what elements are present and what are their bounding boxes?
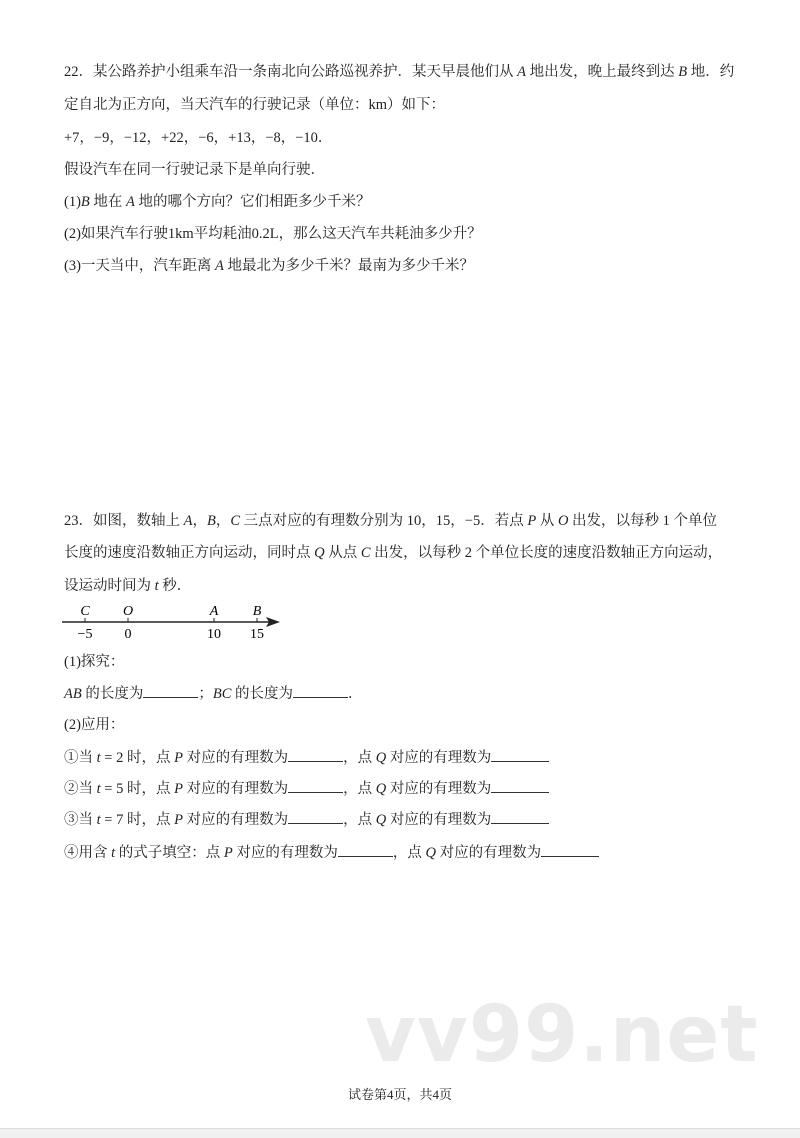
text-line (64, 256, 474, 276)
text-line (64, 809, 549, 830)
math-variable: A (517, 64, 526, 80)
text-line (64, 511, 717, 531)
math-variable: P (527, 513, 537, 529)
text-segment: 长度的速度沿数轴正方向运动，同时点 (64, 545, 315, 561)
answer-blank[interactable] (338, 842, 393, 857)
text-segment: ③当 (64, 812, 97, 828)
math-variable: P (223, 845, 233, 861)
text-segment: ， (215, 513, 231, 529)
text-line (64, 192, 371, 212)
answer-blank[interactable] (293, 683, 348, 698)
math-variable: Q (425, 845, 436, 861)
math-variable: B (678, 64, 688, 80)
math-variable: BC (212, 686, 232, 702)
answer-blank[interactable] (491, 809, 549, 824)
math-variable: Q (314, 545, 325, 561)
text-segment: ． (348, 686, 363, 702)
text-line (64, 224, 482, 244)
tick-label: 15 (250, 627, 264, 642)
text-segment: 对应的有理数为 (232, 845, 338, 861)
math-variable: A (126, 194, 135, 210)
text-line (64, 160, 325, 180)
point-label: B (252, 604, 262, 619)
text-line (64, 543, 722, 563)
text-segment: 出发，以每秒 1 个单位 (568, 513, 718, 529)
watermark: vv99.net (365, 990, 759, 1080)
point-label: O (122, 604, 134, 619)
text-line (64, 95, 445, 115)
answer-blank[interactable] (491, 778, 549, 793)
answer-blank[interactable] (143, 683, 198, 698)
text-segment: (1)探究： (64, 654, 125, 670)
text-segment: 对应的有理数为 (386, 781, 492, 797)
text-segment: 出发，以每秒 2 个单位长度的速度沿数轴正方向运动， (370, 545, 723, 561)
text-line (64, 652, 124, 672)
text-segment: 地的哪个方向？它们相距多少千米？ (134, 194, 371, 210)
text-segment: 从 (536, 513, 558, 529)
math-variable: B (80, 194, 90, 210)
text-segment: 的式子填空：点 (115, 845, 224, 861)
text-segment: 设运动时间为 (64, 578, 155, 594)
math-variable: O (557, 513, 569, 529)
math-variable: Q (375, 781, 387, 797)
text-segment: = 7 时，点 (100, 812, 175, 828)
text-segment: ，点 (343, 812, 376, 828)
text-segment: 对应的有理数为 (386, 750, 492, 766)
answer-blank[interactable] (288, 809, 343, 824)
page-footer: 试卷第4页，共4页 (347, 1087, 452, 1102)
tick-label: 10 (207, 627, 221, 642)
math-variable: t (111, 845, 116, 861)
text-segment: ②当 (64, 781, 97, 797)
text-segment: 从点 (324, 545, 361, 561)
text-segment: 秒． (158, 578, 192, 594)
text-segment: = 5 时，点 (100, 781, 175, 797)
math-variable: C (360, 545, 371, 561)
answer-blank[interactable] (541, 842, 599, 857)
text-segment: 22．某公路养护小组乘车沿一条南北向公路巡视养护．某天早晨他们从 (64, 64, 518, 80)
point-label: A (209, 604, 219, 619)
text-segment: ①当 (64, 750, 97, 766)
text-segment: 地在 (89, 194, 127, 210)
text-line (64, 842, 599, 863)
text-line (64, 683, 363, 704)
text-segment: (2)应用： (64, 717, 125, 733)
text-segment: 对应的有理数为 (182, 781, 289, 797)
math-variable: t (154, 578, 159, 594)
text-segment: 对应的有理数为 (436, 845, 542, 861)
text-line (64, 715, 124, 735)
text-segment: 三点对应的有理数分别为 10，15，−5．若点 (240, 513, 528, 529)
math-variable: t (96, 781, 101, 797)
text-line (64, 778, 549, 799)
text-segment: ； (198, 686, 213, 702)
math-variable: C (230, 513, 241, 529)
text-segment: 定自北为正方向，当天汽车的行驶记录（单位：km）如下： (64, 97, 446, 113)
tick-label: 0 (124, 627, 132, 642)
math-variable: P (174, 781, 183, 797)
math-variable: Q (375, 812, 387, 828)
text-segment: 的长度为 (231, 686, 293, 702)
text-segment: 对应的有理数为 (386, 812, 492, 828)
text-segment: (3)一天当中，汽车距离 (64, 258, 216, 274)
math-variable: Q (375, 750, 387, 766)
text-segment: (2)如果汽车行驶1km平均耗油0.2L，那么这天汽车共耗油多少升？ (64, 226, 482, 242)
text-line (64, 747, 549, 768)
point-label: C (80, 604, 90, 619)
text-segment: 对应的有理数为 (182, 812, 289, 828)
text-segment: (1) (64, 194, 81, 210)
text-segment: ，点 (392, 845, 426, 861)
tick-label: −5 (77, 627, 93, 642)
text-segment: 的长度为 (81, 686, 144, 702)
text-segment: ④用含 (64, 845, 112, 861)
math-variable: B (206, 513, 216, 529)
text-segment: 地最北为多少千米？最南为多少千米？ (223, 258, 475, 274)
math-variable: P (174, 750, 183, 766)
text-segment: +7，−9，−12，+22，−6，+13，−8，−10． (64, 130, 333, 146)
text-segment: = 2 时，点 (100, 750, 175, 766)
number-line-figure (60, 598, 300, 648)
text-segment: 23．如图，数轴上 (64, 513, 184, 529)
text-segment: ，点 (343, 750, 376, 766)
text-segment: 假设汽车在同一行驶记录下是单向行驶． (64, 162, 325, 178)
math-variable: A (215, 258, 224, 274)
math-variable: P (174, 812, 183, 828)
math-variable: t (96, 812, 101, 828)
text-line (64, 128, 332, 148)
math-variable: AB (64, 686, 82, 702)
text-segment: ， (192, 513, 207, 529)
math-variable: t (96, 750, 101, 766)
text-segment: 地出发，晚上最终到达 (525, 64, 679, 80)
answer-blank[interactable] (288, 747, 343, 762)
answer-blank[interactable] (288, 778, 343, 793)
text-line (64, 576, 191, 596)
text-line (64, 62, 734, 82)
answer-blank[interactable] (491, 747, 549, 762)
text-segment: ，点 (343, 781, 376, 797)
text-segment: 地．约 (687, 64, 735, 80)
math-variable: A (183, 513, 193, 529)
text-segment: 对应的有理数为 (182, 750, 289, 766)
